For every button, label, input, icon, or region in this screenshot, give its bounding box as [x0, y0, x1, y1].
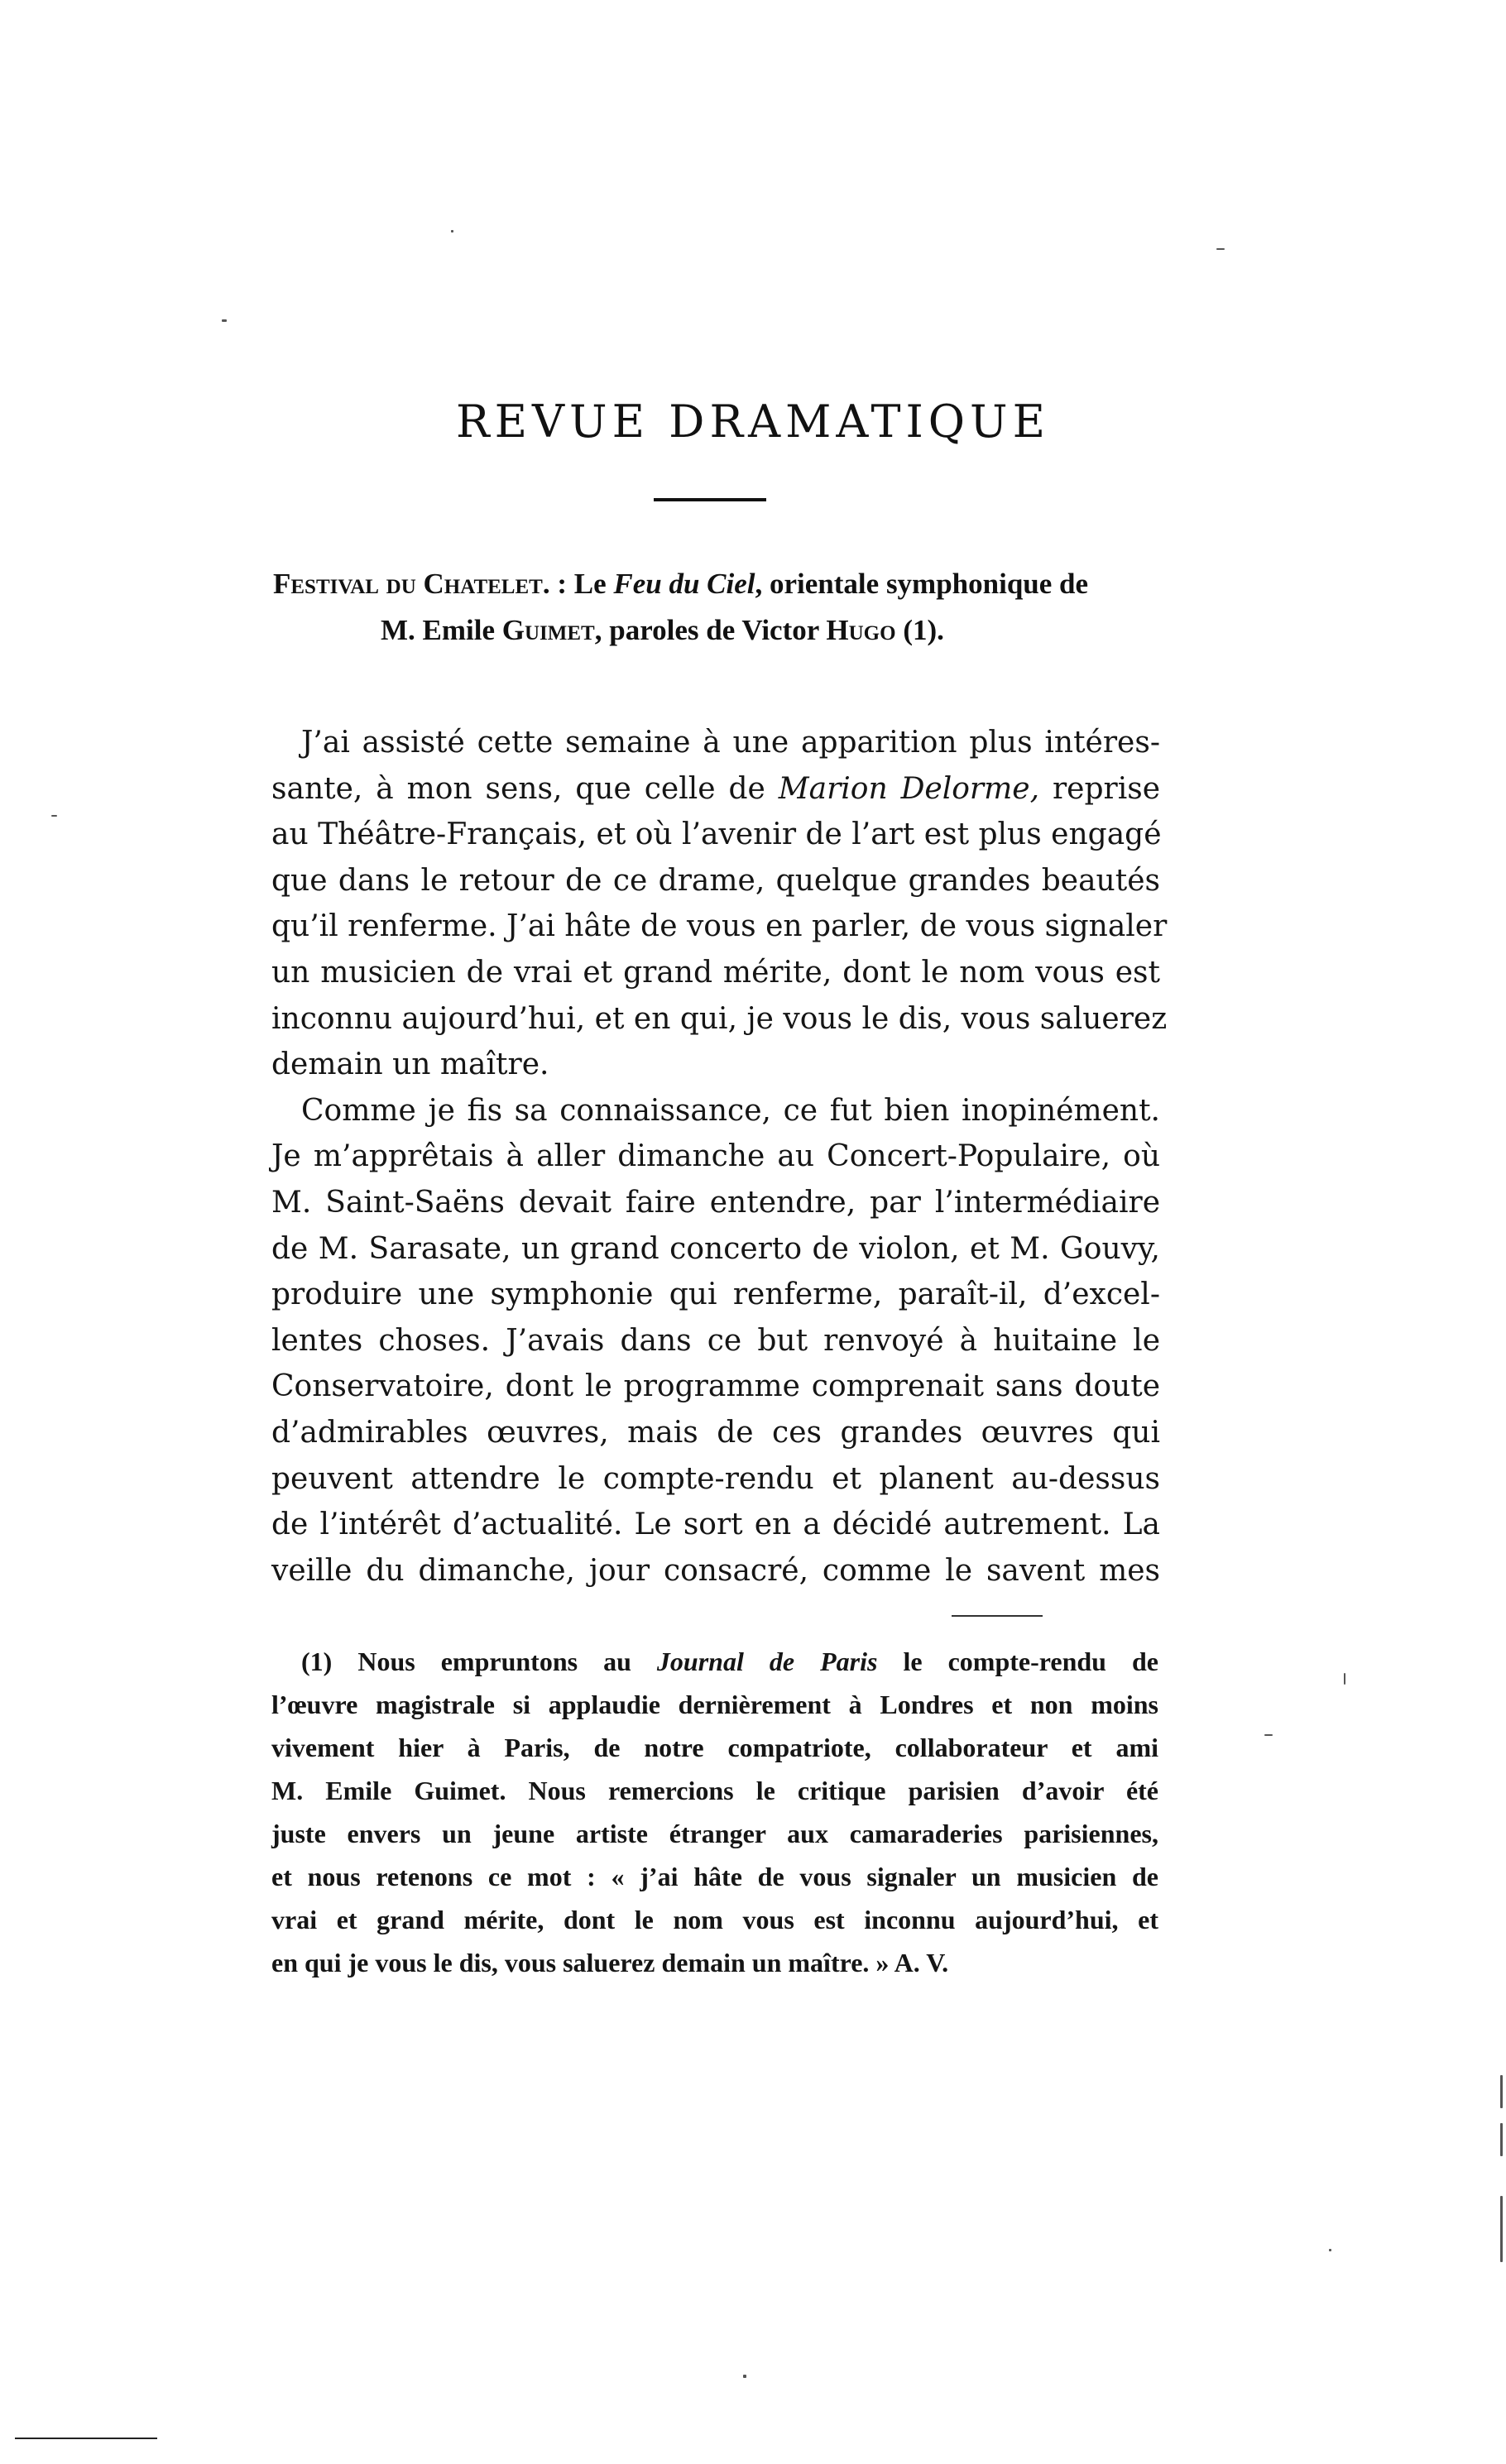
body-line: au Théâtre-Français, et où l’avenir de l’art est plus engagé	[271, 817, 1162, 852]
body-line: M. Saint-Saëns devait faire entendre, par l’intermédiaire	[271, 1185, 1160, 1220]
body-line: Je m’apprêtais à aller dimanche au Concert-Populaire, où	[271, 1139, 1160, 1174]
heading-line-2	[273, 607, 1167, 654]
footnote-line: M. Emile Guimet. Nous remercions le critique parisien d’avoir été	[271, 1776, 1158, 1805]
body-line: inconnu aujourd’hui, et en qui, je vous le dis, vous saluerez	[271, 1001, 1168, 1036]
scan-speck	[743, 2375, 746, 2378]
scan-speck	[222, 319, 227, 322]
footnote-line: en qui je vous le dis, vous saluerez demain un maître. » A. V.	[271, 1948, 949, 1977]
heading-work-title: Feu du Ciel	[613, 568, 755, 600]
article-heading	[273, 561, 1167, 654]
body-line: peuvent attendre le compte-rendu et planent au-dessus	[271, 1461, 1160, 1496]
footnote-line: vrai et grand mérite, dont le nom vous est inconnu aujourd’hui, et	[271, 1905, 1158, 1934]
scan-speck	[51, 815, 57, 817]
body-play-title: Marion Delorme,	[778, 771, 1040, 806]
heading-festival: Festival du Chatelet	[273, 568, 543, 600]
title-rule	[654, 498, 766, 501]
heading-mid: , paroles de Victor	[594, 614, 827, 646]
footnote-line: vivement hier à Paris, de notre compatriote, collaborateur et ami	[271, 1733, 1158, 1762]
footnote-line	[271, 1640, 1158, 1683]
scan-speck	[1264, 1734, 1273, 1736]
scan-speck	[1500, 2196, 1503, 2262]
scan-speck	[1216, 248, 1225, 250]
article-body	[271, 720, 1168, 1594]
body-line: que dans le retour de ce drame, quelque grandes beautés	[271, 863, 1160, 898]
body-line: d’admirables œuvres, mais de ces grandes œuvres qui	[271, 1415, 1160, 1450]
body-line: J’ai assisté cette semaine à une apparition plus intéres-	[301, 726, 1160, 760]
body-line: un musicien de vrai et grand mérite, dont le nom vous est	[271, 955, 1160, 990]
heading-prefix: M. Emile	[381, 614, 502, 646]
footnote-line: l’œuvre magistrale si applaudie dernièrement à Londres et non moins	[271, 1690, 1158, 1719]
scan-speck	[1500, 2123, 1503, 2156]
footnote-line-part: (1) Nous empruntons au	[301, 1647, 657, 1676]
footnote-rule	[952, 1615, 1043, 1617]
body-line: veille du dimanche, jour consacré, comme le savent mes	[271, 1553, 1160, 1588]
body-line: de M. Sarasate, un grand concerto de violon, et M. Gouvy,	[271, 1231, 1160, 1266]
heading-author: Hugo	[826, 614, 896, 646]
body-line: produire une symphonie qui renferme, paraît-il, d’excel-	[271, 1278, 1160, 1312]
footnote-line-part: le compte-rendu de	[877, 1647, 1159, 1676]
body-line	[271, 766, 1160, 813]
body-line: de l’intérêt d’actualité. Le sort en a décidé autrement. La	[271, 1508, 1160, 1542]
body-line: lentes choses. J’avais dans ce but renvoyé à huitaine le	[271, 1323, 1160, 1358]
body-line: qu’il renferme. J’ai hâte de vous en parler, de vous signaler	[271, 909, 1168, 944]
footnote-journal-title: Journal de Paris	[656, 1647, 878, 1676]
scan-speck	[1500, 2075, 1503, 2108]
footnote-line: juste envers un jeune artiste étranger aux camaraderies parisiennes,	[271, 1819, 1158, 1848]
body-line: Conservatoire, dont le programme comprenait sans doute	[271, 1369, 1160, 1404]
page-title: REVUE DRAMATIQUE	[455, 395, 1050, 448]
body-line-part: sante, à mon sens, que celle de	[271, 771, 779, 806]
scan-speck	[1329, 2249, 1331, 2251]
footnote-line: et nous retenons ce mot : « j’ai hâte de vous signaler un musicien de	[271, 1862, 1158, 1891]
heading-composer: Guimet	[501, 614, 595, 646]
heading-separator: . : Le	[542, 568, 614, 600]
body-line: Comme je fis sa connaissance, ce fut bien inopinément.	[301, 1093, 1160, 1128]
body-line-part: reprise	[1039, 771, 1161, 806]
scan-speck	[1344, 1673, 1345, 1685]
heading-note-ref: (1).	[895, 614, 944, 646]
scan-speck	[451, 230, 453, 232]
footnote	[271, 1640, 1158, 1984]
heading-line-1	[273, 568, 1088, 600]
body-line: demain un maître.	[271, 1047, 549, 1082]
bottom-rule	[15, 2438, 157, 2439]
heading-line-1-rest: , orientale symphonique de	[755, 568, 1089, 600]
